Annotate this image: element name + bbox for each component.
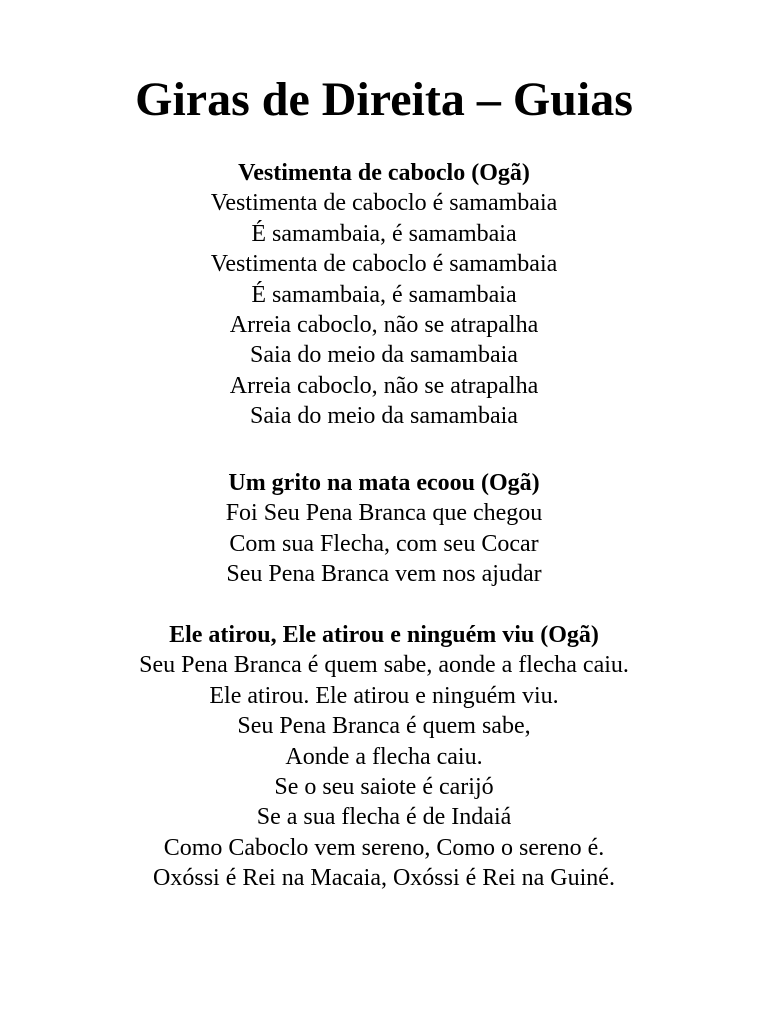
lyric-line: Seu Pena Branca é quem sabe, xyxy=(237,713,531,740)
song-heading: Ele atirou, Ele atirou e ninguém viu (Ogã) xyxy=(169,622,599,648)
song-vestimenta-de-caboclo xyxy=(0,158,768,432)
lyric-line: É samambaia, é samambaia xyxy=(251,281,517,308)
lyric-line: Arreia caboclo, não se atrapalha xyxy=(229,372,539,399)
song-heading: Um grito na mata ecoou (Ogã) xyxy=(228,470,540,496)
song-lyrics xyxy=(0,498,768,589)
lyric-line: É samambaia, é samambaia xyxy=(251,220,517,247)
lyric-line: Se o seu saiote é carijó xyxy=(274,774,494,801)
lyric-line: Aonde a flecha caiu. xyxy=(285,743,483,770)
lyric-line: Seu Pena Branca é quem sabe, aonde a flecha caiu. xyxy=(139,652,629,679)
song-lyrics xyxy=(0,188,768,431)
lyric-line: Arreia caboclo, não se atrapalha xyxy=(229,312,539,339)
lyric-line: Se a sua flecha é de Indaiá xyxy=(256,804,512,831)
lyric-line: Oxóssi é Rei na Macaia, Oxóssi é Rei na Guiné. xyxy=(153,865,615,892)
song-ele-atirou xyxy=(0,620,768,894)
lyric-line: Vestimenta de caboclo é samambaia xyxy=(210,251,558,278)
lyric-line: Saia do meio da samambaia xyxy=(250,342,518,369)
page-title: Giras de Direita – Guias xyxy=(135,73,633,126)
song-heading: Vestimenta de caboclo (Ogã) xyxy=(238,160,530,186)
lyric-line: Como Caboclo vem sereno, Como o sereno é. xyxy=(163,834,605,861)
lyric-line: Vestimenta de caboclo é samambaia xyxy=(210,190,558,217)
song-lyrics xyxy=(0,650,768,893)
song-um-grito-na-mata xyxy=(0,468,768,590)
lyric-line: Com sua Flecha, com seu Cocar xyxy=(229,530,539,557)
lyric-line: Foi Seu Pena Branca que chegou xyxy=(225,500,543,527)
lyric-line: Seu Pena Branca vem nos ajudar xyxy=(226,561,542,588)
lyric-line: Ele atirou. Ele atirou e ninguém viu. xyxy=(209,682,559,709)
lyric-line: Saia do meio da samambaia xyxy=(250,403,518,430)
